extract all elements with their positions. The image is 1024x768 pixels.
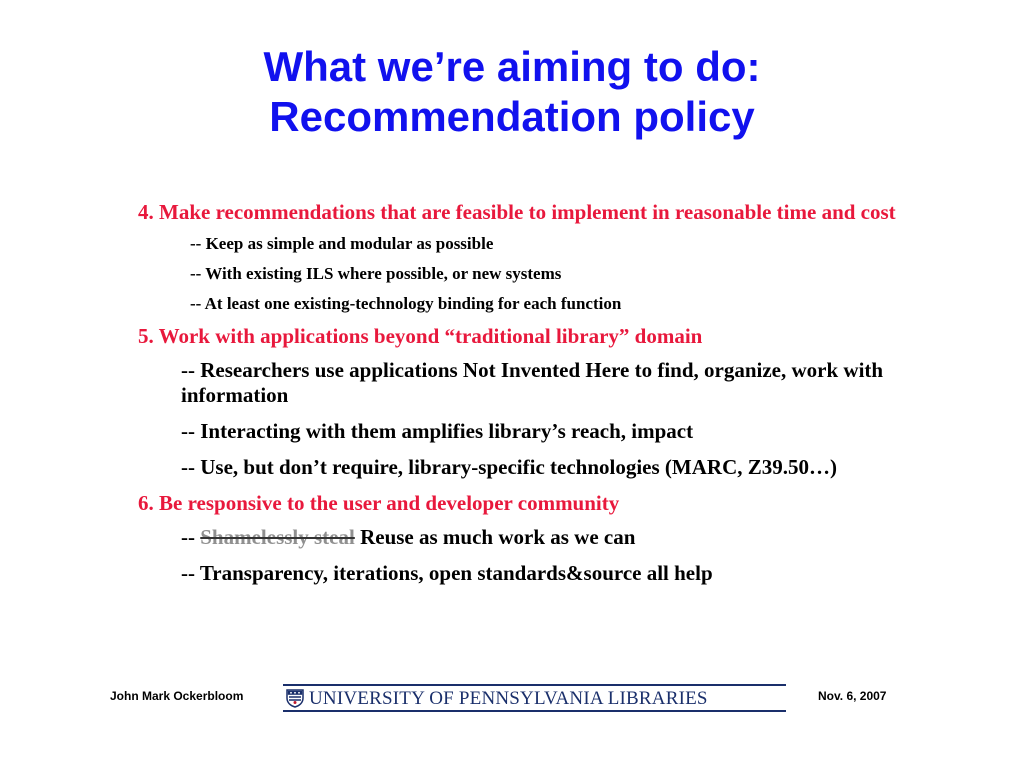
penn-shield-icon (285, 688, 305, 708)
slide-title (0, 42, 1024, 142)
penn-libraries-banner (283, 684, 786, 712)
struck-text: Shamelessly steal (200, 525, 355, 549)
item-5-sub-1: -- Researchers use applications Not Invented Here to find, organize, work with information (181, 358, 884, 407)
item-6-sub-1-rest: Reuse as much work as we can (354, 525, 636, 549)
item-5-sub-2: -- Interacting with them amplifies library’s reach, impact (181, 419, 694, 443)
item-6-sub-1 (138, 525, 938, 550)
footer-date: Nov. 6, 2007 (818, 689, 887, 703)
slide-footer (0, 680, 1024, 716)
item-5-heading: 5. Work with applications beyond “traditional library” domain (138, 324, 703, 348)
item-4-sub-3: -- At least one existing-technology binding for each function (190, 294, 622, 313)
item-6-sub-1-prefix: -- (181, 525, 201, 549)
banner-text: UNIVERSITY OF PENNSYLVANIA LIBRARIES (309, 688, 708, 709)
item-4-sub-1: -- Keep as simple and modular as possible (190, 234, 494, 253)
slide-content (138, 200, 938, 597)
item-5-sub-3: -- Use, but don’t require, library-specific technologies (MARC, Z39.50…) (181, 455, 837, 479)
item-4-heading: 4. Make recommendations that are feasible to implement in reasonable time and cost (138, 200, 896, 224)
title-line-2: Recommendation policy (269, 93, 755, 140)
item-4-sub-2: -- With existing ILS where possible, or new systems (190, 264, 562, 283)
title-line-1: What we’re aiming to do: (263, 43, 761, 90)
item-6-sub-2: -- Transparency, iterations, open standards&source all help (181, 561, 713, 585)
item-6-heading: 6. Be responsive to the user and developer community (138, 491, 620, 515)
footer-author: John Mark Ockerbloom (110, 689, 244, 703)
